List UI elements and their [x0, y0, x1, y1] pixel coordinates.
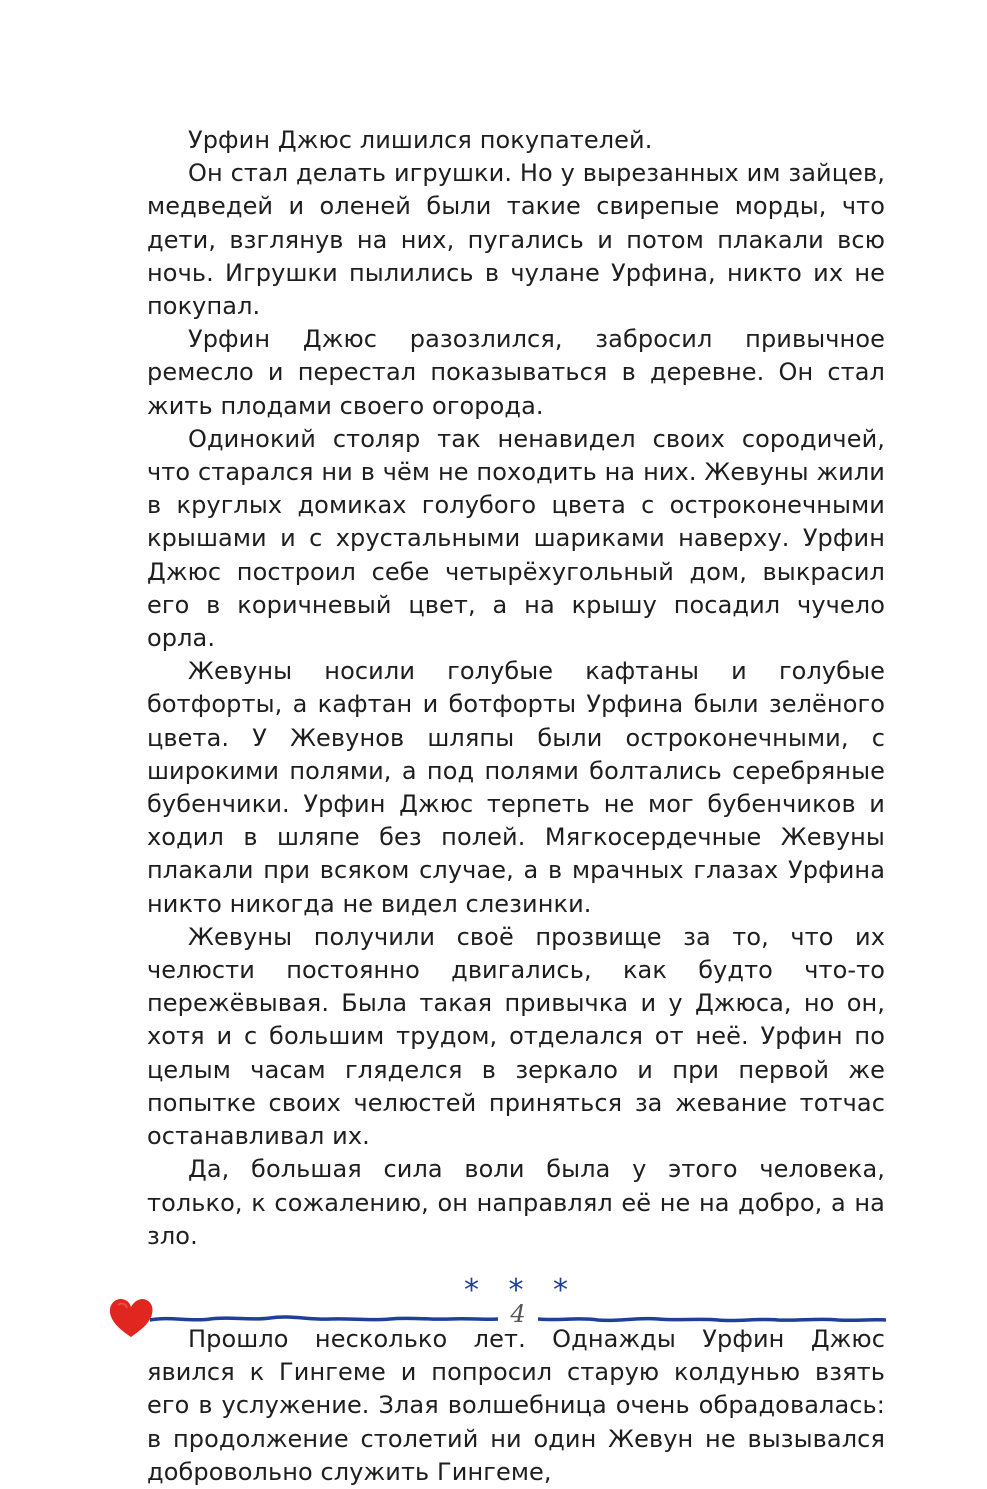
page-text: [147, 124, 885, 1489]
left-wave-line: [150, 1317, 498, 1320]
right-wave-decoration: [538, 1308, 886, 1328]
paragraph-8: Прошло несколько лет. Однажды Урфин Джюс явился к Гингеме и попросил старую колдунью взять его в услужение. Злая волшебница очень обрадовалась: в продолжение столетий ни один Жевун не вызывался добровольно служить Гингеме,: [147, 1324, 885, 1486]
heart-shape: [110, 1299, 153, 1337]
left-wave-decoration: [150, 1308, 498, 1328]
paragraph-5: Жевуны носили голубые кафтаны и голубые ботфорты, а кафтан и ботфорты Урфина были зелёного цвета. У Жевунов шляпы были остроконечными, с широкими полями, а под полями болтались серебряные бубенчики. Урфин Джюс терпеть не мог бубенчиков и ходил в шляпе без полей. Мягкосердечные Жевуны плакали при всяком случае, а в мрачных глазах Урфина никто никогда не видел слезинки.: [147, 657, 885, 918]
page-number: 4: [510, 1300, 526, 1328]
paragraph-7: Да, большая сила воли была у этого человека, только, к сожалению, он направлял её не на добро, а на зло.: [147, 1155, 885, 1250]
heart-icon: [108, 1297, 154, 1339]
right-wave-line: [538, 1319, 886, 1321]
paragraph-4: Одинокий столяр так ненавидел своих сородичей, что старался ни в чём не походить на них. Жевуны жили в круглых домиках голубого цвета с остроконечными крышами и с хрустальными шариками наверху. Урфин Джюс построил себе четырёхугольный дом, выкрасил его в коричневый цвет, а на крышу посадил чучело орла.: [147, 424, 885, 653]
page-footer: [0, 1290, 987, 1350]
paragraph-2: Он стал делать игрушки. Но у вырезанных им зайцев, медведей и оленей были такие свирепые морды, что дети, взглянув на них, пугались и потом плакали всю ночь. Игрушки пылились в чулане Урфина, никто их не покупал.: [147, 159, 885, 321]
section-break-asterisks: * * *: [463, 1272, 579, 1308]
paragraph-1: Урфин Джюс лишился покупателей.: [188, 126, 653, 154]
paragraph-6: Жевуны получили своё прозвище за то, что их челюсти постоянно двигались, как будто что-то пережёвывая. Была такая привычка и у Джюса, но он, хотя и с большим трудом, отделался от неё. Урфин по целым часам гляделся в зеркало и при первой же попытке своих челюстей приняться за жевание тотчас останавливал их.: [147, 922, 885, 1151]
paragraph-3: Урфин Джюс разозлился, забросил привычное ремесло и перестал показываться в деревне. Он стал жить плодами своего огорода.: [147, 325, 885, 420]
